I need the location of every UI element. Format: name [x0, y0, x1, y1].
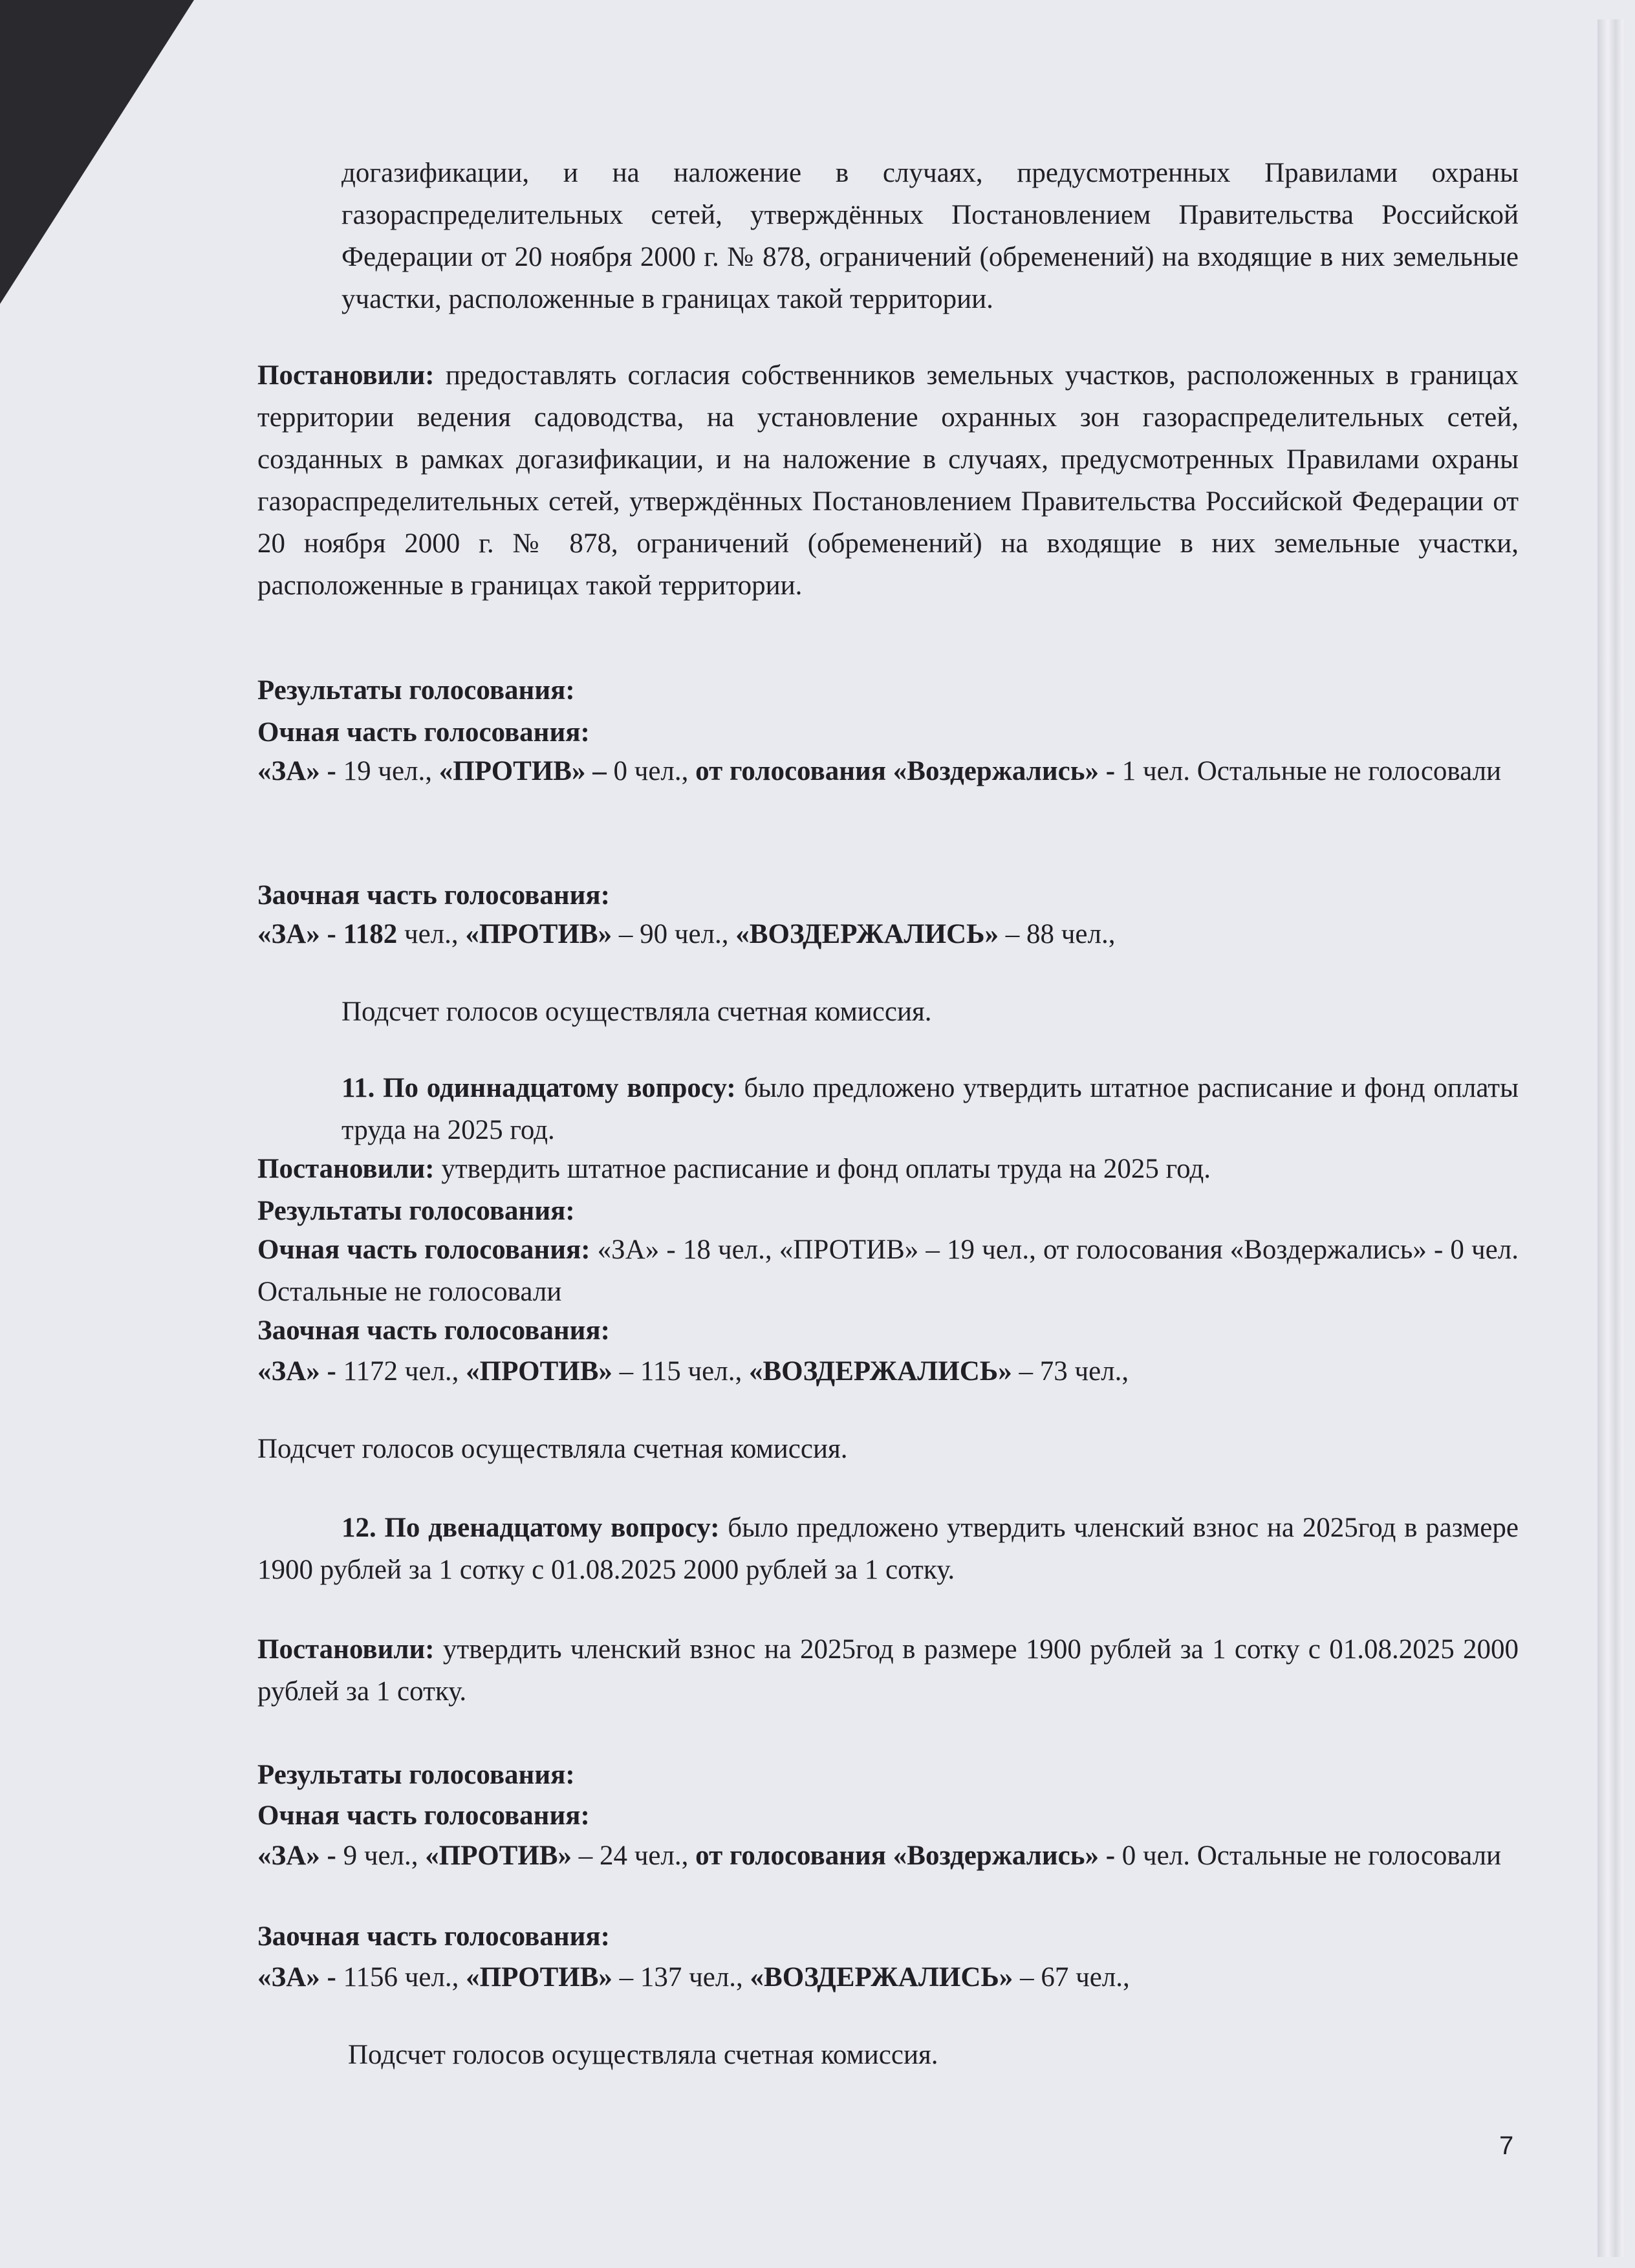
- q12-absentee-heading: Заочная часть голосования:: [257, 1921, 610, 1952]
- vote-abstain-value: 1 чел. Остальные не голосовали: [1121, 756, 1502, 786]
- vote-against-value: – 115 чел.,: [619, 1356, 749, 1387]
- q12-resolution: [257, 1628, 1519, 1712]
- q11-resolution: [257, 1148, 1519, 1190]
- q11-counting-note: Подсчет голосов осуществляла счетная комиссия.: [257, 1434, 848, 1464]
- vote-abstain-value: – 67 чел.,: [1020, 1962, 1130, 1993]
- q11-question: [341, 1067, 1519, 1151]
- resolved-text: утвердить членский взнос на 2025год в размере 1900 рублей за 1 сотку с 01.08.2025 2000 рублей за 1 сотку.: [257, 1634, 1519, 1707]
- vote-against-value: – 24 чел.,: [578, 1841, 696, 1871]
- vote-for-value: 9 чел.,: [343, 1841, 426, 1871]
- q10-inperson-heading: Очная часть голосования:: [257, 717, 590, 748]
- q12-inperson-heading: Очная часть голосования:: [257, 1800, 590, 1831]
- vote-against-label: «ПРОТИВ»: [465, 919, 619, 949]
- vote-for-label: «ЗА» -: [257, 1962, 343, 1993]
- vote-abstain-label: «ВОЗДЕРЖАЛИСЬ»: [748, 1356, 1019, 1387]
- vote-for-label: «ЗА» -: [257, 1841, 343, 1871]
- inperson-text: «ЗА» - 18 чел., «ПРОТИВ» – 19 чел., от голосования «Воздержались» - 0 чел. Остальные не голосовали: [257, 1235, 1519, 1307]
- question-heading: 12. По двенадцатому вопросу:: [341, 1513, 720, 1543]
- q12-inperson-results: [257, 1835, 1519, 1877]
- q11-inperson-results: [257, 1229, 1519, 1313]
- q10-inperson-results: [257, 750, 1519, 792]
- vote-for-value: 19 чел.,: [343, 756, 439, 786]
- vote-abstain-label: от голосования «Воздержались» -: [695, 756, 1122, 786]
- q10-results-heading: Результаты голосования:: [257, 675, 575, 706]
- vote-against-label: «ПРОТИВ» –: [439, 756, 614, 786]
- q12-counting-note: Подсчет голосов осуществляла счетная комиссия.: [348, 2040, 938, 2070]
- intro-continuation: догазификации, и на наложение в случаях, предусмотренных Правилами охраны газораспределительных сетей, утверждённых Постановлением Правительства Российской Федерации от 20 ноября 2000 г. № 878, ограничений (обременений) на входящие в них земельные участки, расположенные в границах такой территории.: [341, 158, 1519, 314]
- vote-for-value: 1172 чел.,: [343, 1356, 466, 1387]
- vote-abstain-value: – 73 чел.,: [1019, 1356, 1129, 1387]
- question-heading: 11. По одиннадцатому вопросу:: [341, 1073, 736, 1103]
- vote-against-label: «ПРОТИВ»: [466, 1962, 620, 1993]
- question-proposal: было предложено утвердить штатное расписание и фонд оплаты труда на 2025 год.: [341, 1073, 1519, 1145]
- vote-against-value: – 137 чел.,: [619, 1962, 750, 1993]
- page-number: 7: [1499, 2132, 1514, 2160]
- vote-abstain-label: «ВОЗДЕРЖАЛИСЬ»: [750, 1962, 1021, 1993]
- q12-results-heading: Результаты голосования:: [257, 1760, 575, 1790]
- q10-resolution: [257, 354, 1519, 607]
- vote-against-label: «ПРОТИВ»: [425, 1841, 579, 1871]
- vote-for-label: «ЗА» - 1182: [257, 919, 404, 949]
- q10-counting-note: Подсчет голосов осуществляла счетная комиссия.: [341, 997, 932, 1027]
- q12-question: [257, 1507, 1519, 1591]
- vote-for-label: «ЗА» -: [257, 756, 343, 786]
- q11-results-heading: Результаты голосования:: [257, 1196, 575, 1226]
- vote-for-value: 1156 чел.,: [343, 1962, 466, 1993]
- vote-against-label: «ПРОТИВ»: [466, 1356, 620, 1387]
- resolved-text: утвердить штатное расписание и фонд оплаты труда на 2025 год.: [434, 1154, 1211, 1184]
- vote-for-label: «ЗА» -: [257, 1356, 343, 1387]
- resolved-label: Постановили:: [257, 1154, 435, 1184]
- vote-abstain-value: – 88 чел.,: [1005, 919, 1116, 949]
- q11-absentee-heading: Заочная часть голосования:: [257, 1315, 610, 1346]
- resolved-label: Постановили:: [257, 360, 435, 391]
- vote-abstain-label: «ВОЗДЕРЖАЛИСЬ»: [735, 919, 1006, 949]
- q11-absentee-results: [257, 1350, 1519, 1392]
- vote-abstain-value: 0 чел. Остальные не голосовали: [1121, 1841, 1502, 1871]
- vote-for-value: чел.,: [404, 919, 466, 949]
- inperson-label: Очная часть голосования:: [257, 1235, 590, 1265]
- resolved-text: предоставлять согласия собственников земельных участков, расположенных в границах территории ведения садоводства, на установление охранных зон газораспределительных сетей, созданных в рамках догазификации, и на наложение в случаях, предусмотренных Правилами охраны газораспределительных сетей, утверждённых Постановлением Правительства Российской Федерации от 20 ноября 2000 г. № 878, ограничений (обременений) на входящие в них земельные участки, расположенные в границах такой территории.: [257, 360, 1519, 601]
- question-proposal: было предложено утвердить членский взнос на 2025год в размере 1900 рублей за 1 сотку с 01.08.2025 2000 рублей за 1 сотку.: [257, 1513, 1519, 1585]
- resolved-label: Постановили:: [257, 1634, 435, 1665]
- vote-against-value: 0 чел.,: [613, 756, 696, 786]
- q10-absentee-results: [257, 913, 1519, 955]
- vote-abstain-label: от голосования «Воздержались» -: [695, 1841, 1122, 1871]
- vote-against-value: – 90 чел.,: [618, 919, 736, 949]
- q10-absentee-heading: Заочная часть голосования:: [257, 880, 610, 911]
- q12-absentee-results: [257, 1956, 1519, 1998]
